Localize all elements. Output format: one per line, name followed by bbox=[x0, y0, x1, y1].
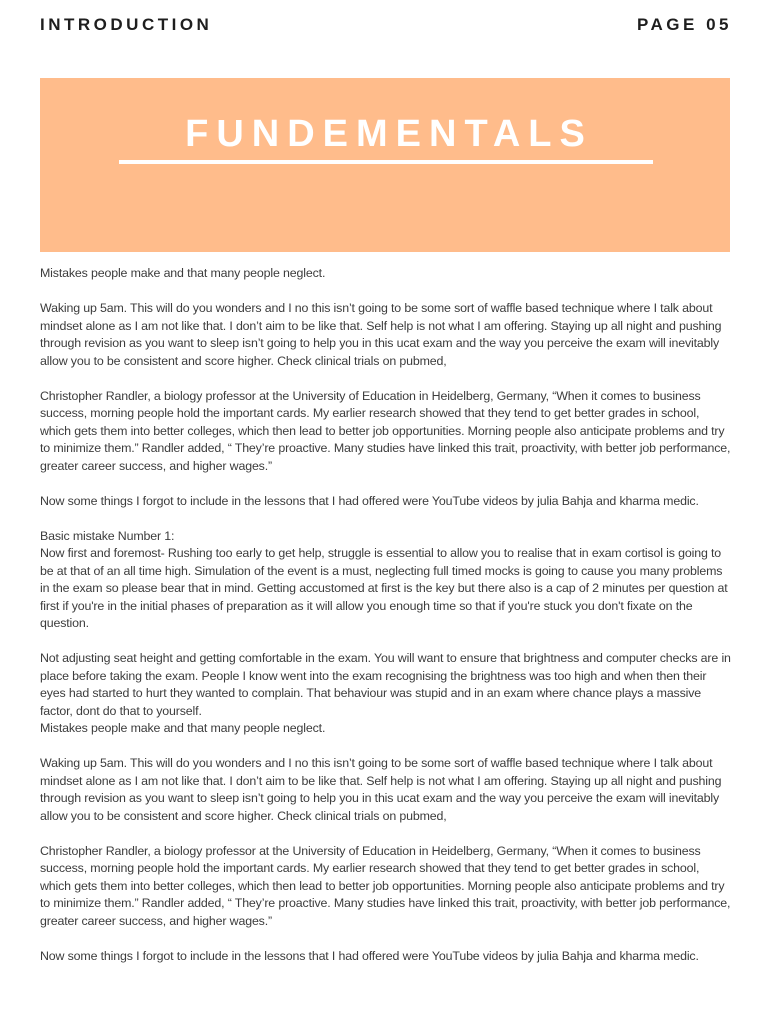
banner-underline bbox=[119, 160, 653, 164]
paragraph-youtube-repeat: Now some things I forgot to include in the lessons that I had offered were YouTube videos by julia Bahja and kharma medic. bbox=[40, 948, 699, 963]
paragraph-randler-quote-repeat: Christopher Randler, a biology professor at the University of Education in Heidelberg, Germany, “When it comes to business success, morning people hold the important cards. My earlier research showed that they tend to get better grades in school, which gets them into better colleges, which then lead to better job opportunities. Morning people also anticipate problems and try to minimize them.” Randler added, “ They’re proactive. Many studies have linked this trait, proactivity, with better job performance, greater career success, and higher wages.” bbox=[40, 843, 731, 928]
body-text bbox=[40, 265, 732, 983]
paragraph-seat-height: Not adjusting seat height and getting comfortable in the exam. You will want to ensure that brightness and computer checks are in place before taking the exam. People I know went into the exam recognising the brightness was too high and when then their eyes had started to hurt they wanted to complain. That behaviour was stupid and in an exam where chance plays a massive factor, dont do that to yourself. bbox=[40, 651, 731, 718]
mistake-heading: Basic mistake Number 1: bbox=[40, 528, 175, 543]
banner-title: FUNDEMENTALS bbox=[185, 113, 593, 155]
paragraph-rushing: Now first and foremost- Rushing too early to get help, struggle is essential to allow you to realise that in exam cortisol is going to be at that of an all time high. Simulation of the event is a must, neglecting full timed mocks is going to cause you many problems in the exam so please bear that in mind. Getting accustomed at first is the key but there also is a cap of 2 minutes per question at first if you're in the initial phases of preparation as it will allow you enough time so that if you're stuck you don't fixate on the question. bbox=[40, 546, 728, 630]
section-title: INTRODUCTION bbox=[40, 15, 213, 34]
page-number: PAGE 05 bbox=[636, 15, 732, 34]
paragraph-intro: Mistakes people make and that many people neglect. bbox=[40, 266, 326, 280]
paragraph-waking-up-repeat: Waking up 5am. This will do you wonders and I no this isn’t going to be some sort of waffle based technique where I talk about mindset alone as I am not like that. I don’t aim to be like that. Self help is not what I am offering. Staying up all night and pushing through revision as you want to sleep isn’t going to help you in this ucat exam and the way you perceive the exam will inevitably allow you to be consistent and score higher. Check clinical trials on pubmed, bbox=[40, 756, 722, 823]
paragraph-randler-quote: Christopher Randler, a biology professor at the University of Education in Heidelberg, Germany, “When it comes to business success, morning people hold the important cards. My earlier research showed that they tend to get better grades in school, which gets them into better colleges, which then lead to better job opportunities. Morning people also anticipate problems and try to minimize them.” Randler added, “ They’re proactive. Many studies have linked this trait, proactivity, with better job performance, greater career success, and higher wages.” bbox=[40, 388, 731, 473]
paragraph-youtube: Now some things I forgot to include in the lessons that I had offered were YouTube videos by julia Bahja and kharma medic. bbox=[40, 493, 699, 508]
paragraph-waking-up: Waking up 5am. This will do you wonders and I no this isn’t going to be some sort of waffle based technique where I talk about mindset alone as I am not like that. I don’t aim to be like that. Self help is not what I am offering. Staying up all night and pushing through revision as you want to sleep isn’t going to help you in this ucat exam and the way you perceive the exam will inevitably allow you to be consistent and score higher. Check clinical trials on pubmed, bbox=[40, 301, 722, 368]
paragraph-intro-repeat: Mistakes people make and that many people neglect. bbox=[40, 721, 326, 735]
title-banner bbox=[40, 78, 730, 252]
